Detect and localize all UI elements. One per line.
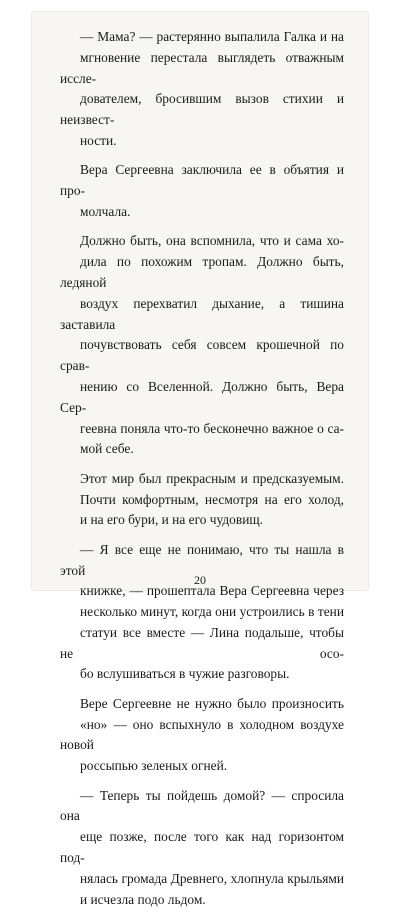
text-line: воздух перехватил дыхание, а тишина заставила (60, 295, 344, 332)
text-line: мой себе. (80, 441, 134, 457)
paragraph (60, 786, 344, 911)
text-line: ности. (80, 132, 117, 148)
text-line: — Я все еще не понимаю, что ты нашла в этой (60, 541, 344, 578)
text-line: россыпью зеленых огней. (80, 758, 228, 774)
text-line: Вере Сергеевне не нужно было произносить (80, 695, 344, 711)
text-line: несколько минут, когда они устроились в тени (80, 604, 344, 620)
text-line: почувствовать себя совсем крошечной по срав- (60, 337, 344, 374)
text-line: Этот мир был прекрасным и предсказуемым. (80, 470, 344, 486)
page-number: 20 (194, 573, 206, 587)
text-line: нению со Вселенной. Должно быть, Вера Сер- (60, 378, 344, 415)
text-line: и исчезла подо льдом. (80, 891, 206, 907)
paragraph (60, 469, 344, 531)
text-line: дователем, бросившим вызов стихии и неизвест- (60, 91, 344, 128)
text-line: Должно быть, она вспомнила, что и сама хо- (80, 233, 344, 249)
text-line: Почти комфортным, несмотря на его холод, (80, 491, 344, 507)
text-line: — Теперь ты пойдешь домой? — спросила она (60, 787, 344, 824)
text-line: книжке, — прошептала Вера Сергеевна через (80, 583, 344, 599)
paragraph (60, 27, 344, 152)
text-line: и на его бури, и на его чудовищ. (80, 512, 264, 528)
paragraph (60, 694, 344, 777)
paragraph (60, 160, 344, 222)
text-line: — Мама? — растерянно выпалила Галка и на (80, 29, 344, 44)
text-line: бо вслушиваться в чужие разговоры. (80, 666, 290, 682)
text-line: еще позже, после того как над горизонтом под- (60, 829, 344, 866)
body-text (60, 27, 344, 919)
paragraph (60, 540, 344, 686)
text-line: Вера Сергеевна заключила ее в объятия и про- (60, 162, 344, 199)
text-line: мгновение перестала выглядеть отважным иссле- (60, 49, 344, 86)
text-line: молчала. (80, 203, 131, 219)
text-line: статуи все вместе — Лина подальше, чтобы не осо- (60, 624, 344, 661)
text-line: нялась громада Древнего, хлопнула крыльями (80, 870, 344, 886)
paragraph (60, 231, 344, 460)
text-line: «но» — оно вспыхнуло в холодном воздухе новой (60, 716, 344, 753)
text-line: дила по похожим тропам. Должно быть, ледяной (60, 254, 344, 290)
text-line: геевна поняла что-то бесконечно важное о са- (80, 420, 344, 436)
